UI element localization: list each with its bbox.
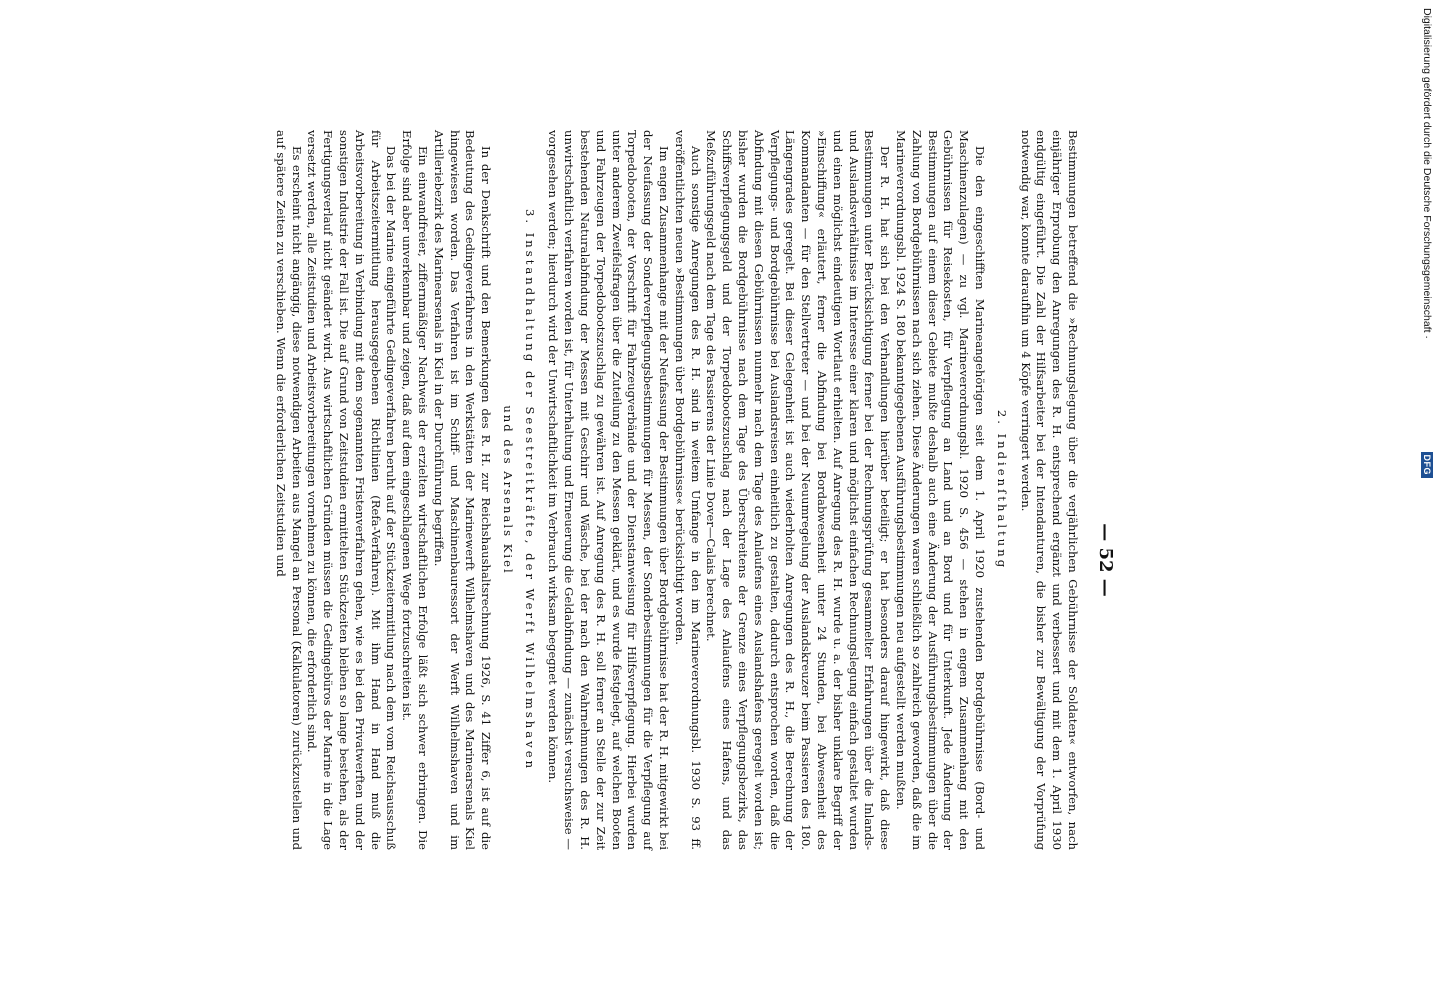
paragraph: In der Denkschrift und den Bemerkungen des R. H. zur Reichshaushaltsrechnung 1926, S. 41 Ziffer 6, ist auf die Bedeutung des Gedingeverfahrens in den Werkstätten der Marinewerft Wilhelmshaven und des Marinearsenals Kiel hingewiesen worden. Das Verfahren ist im Schiff- und Maschinenbauressort der Werft Wilhelmshaven und im Artilleriebezirk des Marinearsenals in Kiel in der Durchführung begriffen. [431, 130, 494, 850]
paragraph: Es erscheint nicht angängig, diese notwendigen Arbeiten aus Mangel an Personal (Kalkulatoren) zurückzustellen und auf spätere Zeiten zu verschieben. Wenn die erforderlichen Zeitstudien und [273, 130, 304, 850]
section-subheading: und des Arsenals Kiel [500, 405, 515, 575]
paragraph: Im engen Zusammenhange mit der Neufassung der Bestimmungen über Bordgebührnisse hat der R. H. mitgewirkt bei der Neufassung der Sonderverpflegungsbestimmungen für Messen, der Sonderbestimmungen für die Verpflegung auf Torpedobooten, der Vorschrift für Fahrzeugverbände und der Dienstanweisung für Hilfsverpflegung. Hierbei wurden unter anderem Zweifelsfragen über die Zuteilung zu den Messen geklärt, und es wurde festgelegt, auf welchen Booten und Fahrzeugen der Torpedobootszuschlag zu gewähren ist. Auf Anregung des R. H. soll ferner an Stelle der zur Zeit bestehenden Naturalabfindung der Messen mit Geschirr und Wäsche, bei der nach den Wahrnehmungen des R. H. unwirtschaftlich verfahren worden ist, für Unterhaltung und Erneuerung die Geldabfindung — zunächst versuchsweise — vorgesehen werden; hierdurch wird der Unwirtschaftlichkeit im Verbrauch wirksam begegnet werden können. [546, 130, 672, 850]
paragraph: Ein einwandfreier, ziffernmäßiger Nachweis der erzielten wirtschaftlichen Erfolge läßt sich schwer erbringen. Die Erfolge sind aber unverkennbar und zeigen, daß auf dem eingeschlagenen Wege fortzuschreiten ist. [400, 130, 430, 850]
paragraph: Der R. H. hat sich bei den Verhandlungen hierüber beteiligt; er hat besonders darauf hingewirkt, daß diese Bestimmungen unter Berücksichtigung ferner bei der Rechnungsprüfung gesammelter Erfahrungen über die Inlands- und Auslandsverhältnisse im Interesse einer klaren und möglichst einfachen Rechnungslegung einfach gestaltet wurden und einen möglichst eindeutigen Wortlaut erhielten. Auf Anregung des R. H. wurde u. a. der bisher unklare Begriff der »Einschiffung« erläutert, ferner die Abfindung bei Bordabwesenheit unter 24 Stunden, bei Abwesenheit des Kommandanten — für den Stellvertreter — und bei der Neuumregelung der Auslandskreuzer beim Passieren des 180. Längengrades geregelt. Bei dieser Gelegenheit ist auch wiederholten Anregungen des R. H., die Berechnung der Verpflegungs- und Bordgebührnisse bei Auslandsreisen einheitlich zu gestalten, dadurch entsprochen worden, daß die Abfindung mit diesen Gebührnissen nunmehr nach dem Tage des Anlaufens eines Auslandshafens geregelt worden ist; bisher wurden die Bordgebührnisse nach dem Tage des Überschreitens der Grenze eines Verpflegungsbezirks, das Schiffsverpflegungsgeld und der Torpedobootszuschlag nach der Lage des Anlaufens eines Hafens, und das Meßzuführungsgeld nach dem Tage des Passierens der Linie Dover—Calais berechnet. [704, 130, 893, 850]
dfg-logo-icon: DFG [1421, 452, 1433, 479]
document-page [144, 130, 1144, 990]
dfg-credit [1418, 8, 1434, 478]
paragraph: Auch sonstige Anregungen des R. H. sind in weitem Umfange in den im Marineverordnungsbl. 1930 S. 93 ff. veröffentlichten neuen »Bestimmungen über Bordgebührnisse« berücksichtigt worden. [672, 130, 703, 850]
paragraph: Die den eingeschifften Marineangehörigen seit dem 1. April 1920 zustehenden Bordgebührnisse (Bord- und Maschinenzulagen) — zu vgl. Marineverordnungsbl. 1920 S. 456 — stehen in engem Zusammenhang mit den Gebührnissen für Reisekosten, für Verpflegung an Land und an Bord und für Unterkunft. Jede Änderung der Bestimmungen auf einem dieser Gebiete mußte deshalb auch eine Änderung der Ausführungsbestimmungen über die Zahlung von Bordgebührnissen nach sich ziehen. Diese Änderungen waren schließlich so zahlreich geworden, daß die im Marineverordnungsbl. 1924 S. 180 bekanntgegebenen Ausführungsbestimmungen neu aufgestellt werden mußten. [894, 130, 988, 850]
page-number: — 52 — [1095, 523, 1116, 597]
section-heading: 2. Indienſthaltung [994, 409, 1009, 571]
section-heading: 3. Instandhaltung der Seestreitkräfte, der Werft Wilhelmshaven [522, 208, 537, 772]
paragraph: Das bei der Marine eingeführte Gedingeverfahren beruht auf der Stückzeitermittlung nach dem vom Reichsausschuß für Arbeitszeitermittlung herausgegebenen Richtlinien (Refa-Verfahren). Mit ihm Hand in Hand muß die Arbeitsvorbereitung in Verbindung mit dem sogenannten Fristenverfahren gehen, wie es bei den Privatwerften und der sonstigen Industrie der Fall ist. Die auf Grund von Zeitstudien ermittelten Stückzeiten bleiben so lange bestehen, als der Fertigungsverlauf nicht geändert wird. Aus wirtschaftlichen Gründen müssen die Gedingebüros der Marine in die Lage versetzt werden, alle Zeitstudien und Arbeitsvorbereitungen vornehmen zu können, die erforderlich sind. [305, 130, 399, 850]
body-text [272, 130, 1080, 850]
credit-text: Digitalisierung gefördert durch die Deutsche Forschungsgemeinschaft · [1421, 8, 1433, 339]
paragraph: Bestimmungen betreffend die »Rechnungslegung über die verjährlichen Gebührnisse der Soldaten« entworfen, nach einjähriger Erprobung den Anregungen des R. H. entsprechend ergänzt und verbessert und mit dem 1. April 1930 endgültig eingeführt. Die Zahl der Hilfsarbeiter bei der Intendanturen, die bisher zur Bewältigung der Vorprüfung notwendig war, konnte daraufhin um 4 Köpfe verringert werden. [1018, 130, 1080, 850]
